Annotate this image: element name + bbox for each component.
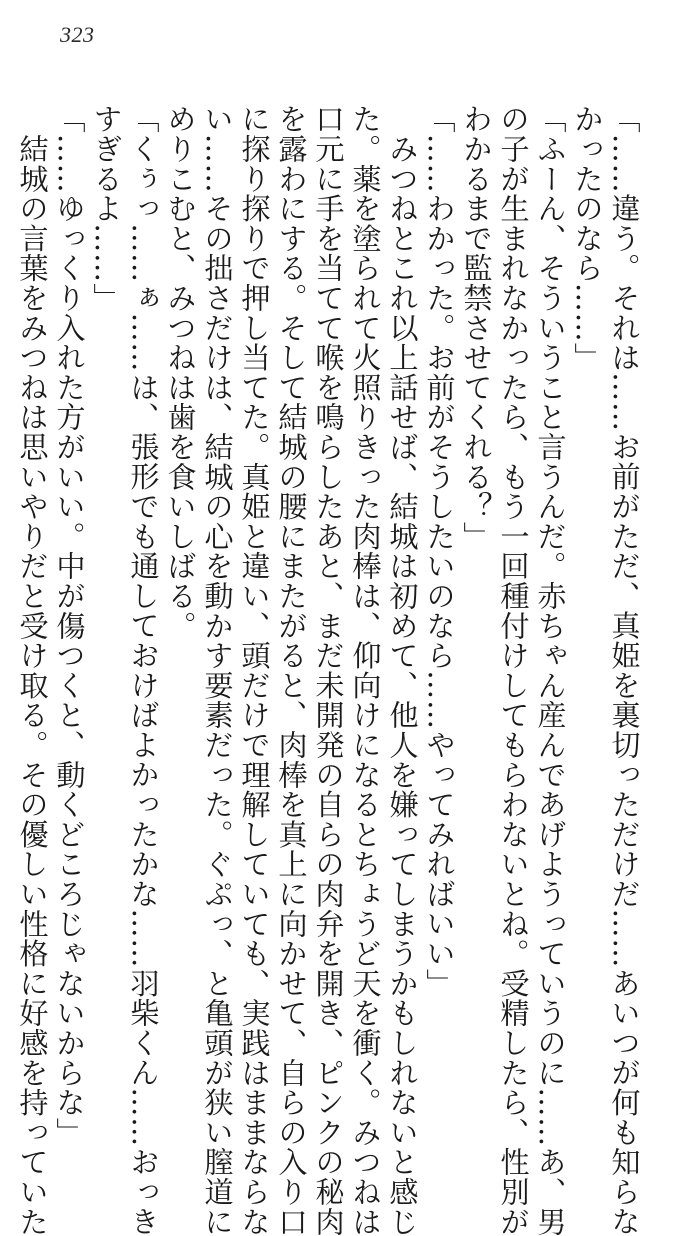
text-line: 「……ゆっくり入れた方がいい。中が傷つくと、動くどころじゃないからな」 — [52, 104, 86, 1147]
text-line: い……その拙さだけは、結城の心を動かす要素だった。ぐぷっ、と亀頭が狭い膣道に — [200, 104, 234, 1236]
text-line: かったのなら……」 — [570, 104, 604, 373]
text-line: を露わにする。そして結城の腰にまたがると、肉棒を真上に向かせて、自らの入り口 — [274, 104, 308, 1236]
text-line: 「……わかった。お前がそうしたいのなら……やってみればいい」 — [422, 104, 456, 998]
novel-body-text — [15, 104, 642, 1236]
text-line: めりこむと、みつねは歯を食いしばる。 — [163, 104, 197, 641]
text-line: 結城の言葉をみつねは思いやりだと受け取る。その優しい性格に好感を持っていた — [15, 104, 49, 1236]
text-line: 「くぅっ……ぁ……は、張形でも通しておけばよかったかな……羽柴くん……おっき — [126, 104, 160, 1236]
text-line: の子が生まれなかったら、もう一回種付けしてもらわないとね。受精したら、性別が — [496, 104, 530, 1236]
text-line: た。薬を塗られて火照りきった肉棒は、仰向けになるとちょうど天を衝く。みつねは — [348, 104, 382, 1236]
text-line: 口元に手を当てて喉を鳴らしたあと、まだ未開発の自らの肉弁を開き、ピンクの秘肉 — [311, 104, 345, 1236]
text-line: すぎるよ……」 — [89, 104, 123, 313]
text-line: みつねとこれ以上話せば、結城は初めて、他人を嫌ってしまうかもしれないと感じ — [385, 104, 419, 1236]
text-line: に探り探りで押し当てた。真姫と違い、頭だけで理解していても、実践はままならな — [237, 104, 271, 1236]
page-number: 323 — [60, 22, 95, 47]
text-line: 「……違う。それは……お前がただ、真姫を裏切っただけだ……あいつが何も知らな — [607, 104, 641, 1236]
text-line: わかるまで監禁させてくれる？」 — [459, 104, 493, 551]
text-line: 「ふーん、そういうこと言うんだ。赤ちゃん産んであげようっていうのに……あ、男 — [533, 104, 567, 1236]
